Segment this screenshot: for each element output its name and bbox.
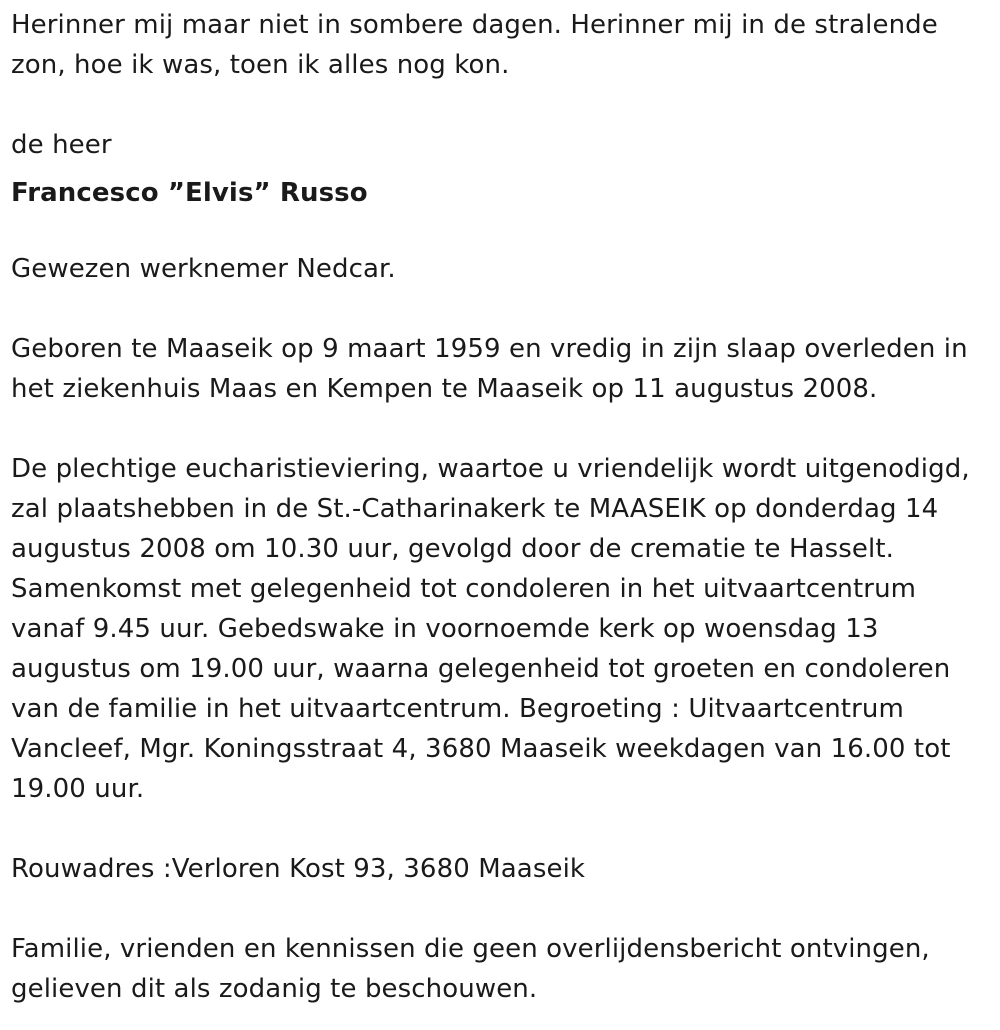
occupation: Gewezen werknemer Nedcar. [11,254,396,284]
deceased-name: Francesco ”Elvis” Russo [11,178,368,208]
birth-death-line: het ziekenhuis Maas en Kempen te Maaseik op 11 augustus 2008. [11,374,878,404]
closing-line: Familie, vrienden en kennissen die geen overlijdensbericht ontvingen, [11,934,930,964]
ceremony-line: Vancleef, Mgr. Koningsstraat 4, 3680 Maaseik weekdagen van 16.00 tot [11,734,951,764]
ceremony-line: De plechtige eucharistieviering, waartoe u vriendelijk wordt uitgenodigd, [11,454,970,484]
birth-death-line: Geboren te Maaseik op 9 maart 1959 en vredig in zijn slaap overleden in [11,334,968,364]
motto-line: Herinner mij maar niet in sombere dagen. Herinner mij in de stralende [11,10,938,40]
obituary-document [11,5,991,1009]
mourning-address: Rouwadres :Verloren Kost 93, 3680 Maaseik [11,854,586,884]
motto-line: zon, hoe ik was, toen ik alles nog kon. [11,50,510,80]
ceremony-line: augustus om 19.00 uur, waarna gelegenheid tot groeten en condoleren [11,654,951,684]
ceremony-line: augustus 2008 om 10.30 uur, gevolgd door de crematie te Hasselt. [11,534,895,564]
closing-paragraph [11,929,991,1009]
ceremony-line: van de familie in het uitvaartcentrum. Begroeting : Uitvaartcentrum [11,694,904,724]
birth-death-paragraph [11,329,991,409]
ceremony-paragraph [11,449,991,809]
ceremony-line: Samenkomst met gelegenheid tot condoleren in het uitvaartcentrum [11,574,917,604]
salutation: de heer [11,130,112,160]
ceremony-line: vanaf 9.45 uur. Gebedswake in voornoemde kerk op woensdag 13 [11,614,879,644]
ceremony-line: 19.00 uur. [11,774,145,804]
closing-line: gelieven dit als zodanig te beschouwen. [11,974,538,1004]
ceremony-line: zal plaatshebben in de St.-Catharinakerk te MAASEIK op donderdag 14 [11,494,939,524]
motto-paragraph [11,5,991,85]
